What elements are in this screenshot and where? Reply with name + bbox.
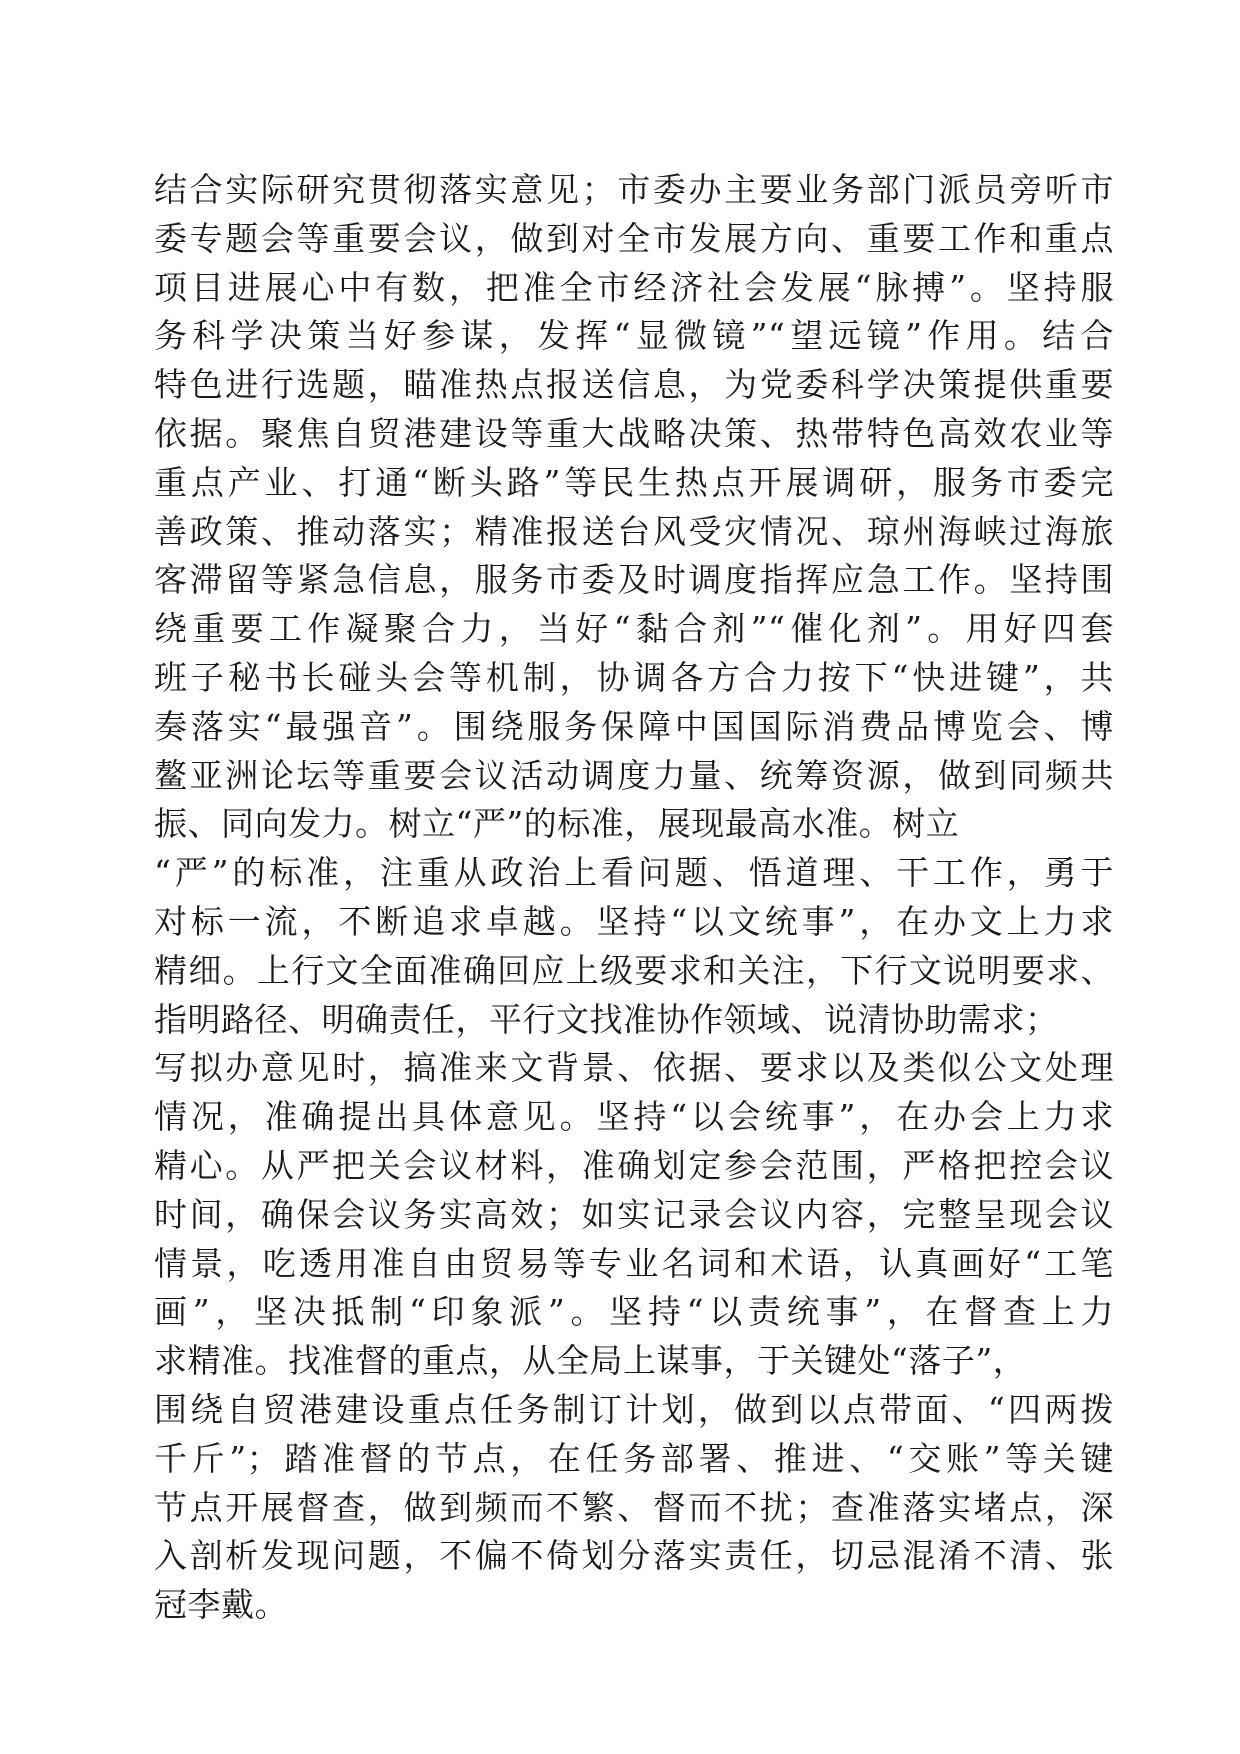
text-line: 精细。上行文全面准确回应上级要求和关注，下行文说明要求、 [154, 950, 1114, 990]
text-line: 入剖析发现问题，不偏不倚划分落实责任，切忌混淆不清、张 [154, 1536, 1114, 1576]
text-line: 求精准。找准督的重点，从全局上谋事，于关键处“落子”， [154, 1341, 1027, 1381]
text-line: 情况，准确提出具体意见。坚持“以会统事”，在办会上力求 [154, 1097, 1114, 1137]
text-line: 绕重要工作凝聚合力，当好“黏合剂”“催化剂”。用好四套 [154, 609, 1114, 649]
text-line: 围绕自贸港建设重点任务制订计划，做到以点带面、“四两拨 [154, 1389, 1114, 1429]
text-line: 鳌亚洲论坛等重要会议活动调度力量、统筹资源，做到同频共 [154, 755, 1114, 795]
text-line: 时间，确保会议务实高效；如实记录会议内容，完整呈现会议 [154, 1194, 1114, 1234]
text-line: 奏落实“最强音”。围绕服务保障中国国际消费品博览会、博 [154, 706, 1114, 746]
text-line: 特色进行选题，瞄准热点报送信息，为党委科学决策提供重要 [154, 365, 1114, 405]
text-line: 写拟办意见时，搞准来文背景、依据、要求以及类似公文处理 [154, 1048, 1114, 1088]
text-line: 对标一流，不断追求卓越。坚持“以文统事”，在办文上力求 [154, 901, 1114, 941]
text-line: “严”的标准，注重从政治上看问题、悟道理、干工作，勇于 [154, 853, 1114, 893]
text-line: 画”，坚决抵制“印象派”。坚持“以责统事”，在督查上力 [154, 1292, 1114, 1332]
text-line: 务科学决策当好参谋，发挥“显微镜”“望远镜”作用。结合 [154, 316, 1114, 356]
text-line: 冠李戴。 [154, 1585, 288, 1625]
text-line: 振、同向发力。树立“严”的标准，展现最高水准。树立 [154, 804, 960, 844]
text-line: 委专题会等重要会议，做到对全市发展方向、重要工作和重点 [154, 218, 1114, 258]
text-line: 节点开展督查，做到频而不繁、督而不扰；查准落实堵点，深 [154, 1487, 1114, 1527]
text-line: 情景，吃透用准自由贸易等专业名词和术语，认真画好“工笔 [154, 1243, 1114, 1283]
text-line: 班子秘书长碰头会等机制，协调各方合力按下“快进键”，共 [154, 657, 1114, 697]
text-line: 指明路径、明确责任，平行文找准协作领域、说清协助需求； [154, 999, 1059, 1039]
text-line: 依据。聚焦自贸港建设等重大战略决策、热带特色高效农业等 [154, 413, 1114, 453]
text-line: 客滞留等紧急信息，服务市委及时调度指挥应急工作。坚持围 [154, 560, 1114, 600]
text-line: 重点产业、打通“断头路”等民生热点开展调研，服务市委完 [154, 462, 1114, 502]
text-line: 结合实际研究贯彻落实意见；市委办主要业务部门派员旁听市 [154, 170, 1114, 209]
text-line: 项目进展心中有数，把准全市经济社会发展“脉搏”。坚持服 [154, 267, 1114, 307]
text-line: 精心。从严把关会议材料，准确划定参会范围，严格把控会议 [154, 1145, 1114, 1185]
text-line: 千斤”；踏准督的节点，在任务部署、推进、“交账”等关键 [154, 1438, 1114, 1478]
body-text [154, 166, 1114, 1630]
text-line: 善政策、推动落实；精准报送台风受灾情况、琼州海峡过海旅 [154, 511, 1114, 551]
